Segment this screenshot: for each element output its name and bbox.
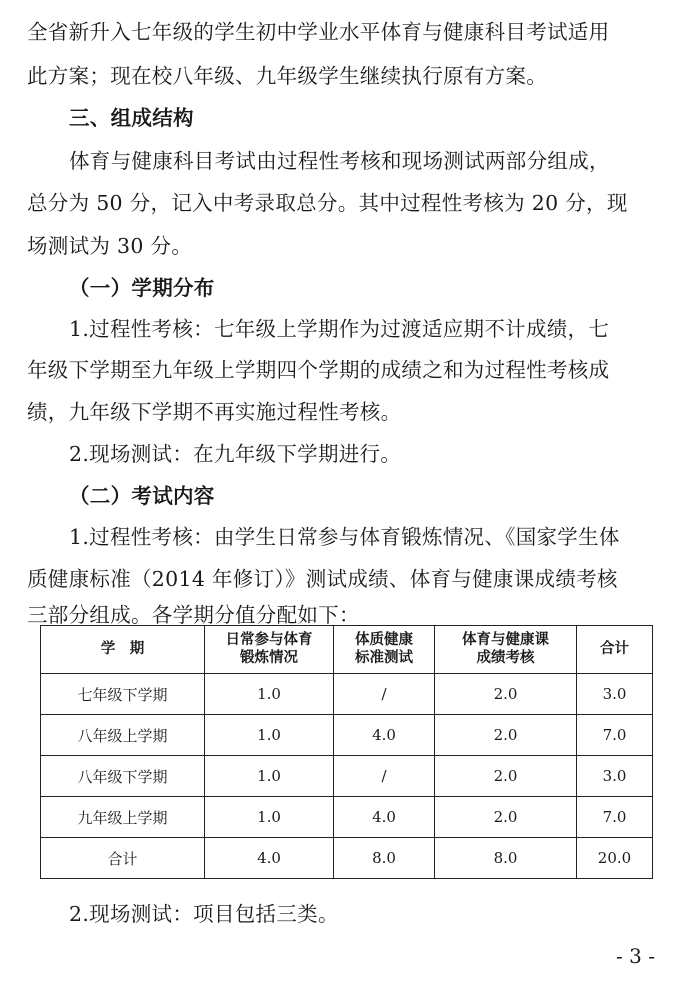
subsection-heading: （一）学期分布 (69, 276, 215, 300)
table-cell: 3.0 (577, 756, 653, 797)
table-cell: 2.0 (435, 797, 577, 838)
table-cell: 1.0 (205, 797, 334, 838)
header-total: 合计 (577, 626, 653, 674)
table-cell: 七年级下学期 (41, 674, 205, 715)
table-header-row (41, 626, 653, 674)
table-cell: 7.0 (577, 797, 653, 838)
paragraph-line: 2.现场测试：在九年级下学期进行。 (69, 442, 402, 466)
score-allocation-table (40, 625, 653, 879)
paragraph-line: 1.过程性考核：七年级上学期作为过渡适应期不计成绩，七 (69, 317, 610, 341)
section-heading: 三、组成结构 (69, 106, 194, 130)
table-cell: / (334, 674, 435, 715)
paragraph-line: 此方案；现在校八年级、九年级学生继续执行原有方案。 (27, 64, 547, 88)
table-cell: 4.0 (205, 838, 334, 879)
table-row (41, 797, 653, 838)
table-cell: 4.0 (334, 797, 435, 838)
table-cell: 8.0 (334, 838, 435, 879)
table-cell: 八年级上学期 (41, 715, 205, 756)
table-cell: 合计 (41, 838, 205, 879)
table-row (41, 715, 653, 756)
paragraph-line: 场测试为 30 分。 (27, 234, 193, 258)
table-cell: 3.0 (577, 674, 653, 715)
table-cell: 1.0 (205, 715, 334, 756)
table-cell: 八年级下学期 (41, 756, 205, 797)
paragraph-line: 绩，九年级下学期不再实施过程性考核。 (27, 400, 402, 424)
paragraph-line: 总分为 50 分，记入中考录取总分。其中过程性考核为 20 分，现 (27, 191, 628, 215)
table-cell: 8.0 (435, 838, 577, 879)
table-cell: 九年级上学期 (41, 797, 205, 838)
paragraph-line: 质健康标准（2014 年修订）》测试成绩、体育与健康课成绩考核 (27, 567, 618, 591)
paragraph-line: 1.过程性考核：由学生日常参与体育锻炼情况、《国家学生体 (69, 525, 620, 549)
table-cell: 4.0 (334, 715, 435, 756)
paragraph-line: 2.现场测试：项目包括三类。 (69, 902, 339, 926)
paragraph-line: 年级下学期至九年级上学期四个学期的成绩之和为过程性考核成 (27, 358, 610, 382)
table-cell: 2.0 (435, 715, 577, 756)
table-cell: 1.0 (205, 756, 334, 797)
table-total-row (41, 838, 653, 879)
table-row (41, 674, 653, 715)
paragraph-line: 体育与健康科目考试由过程性考核和现场测试两部分组成， (69, 149, 610, 173)
table-cell: 2.0 (435, 674, 577, 715)
header-semester: 学 期 (41, 626, 205, 674)
table-cell: 7.0 (577, 715, 653, 756)
table-cell: 1.0 (205, 674, 334, 715)
table-cell: / (334, 756, 435, 797)
table-cell: 2.0 (435, 756, 577, 797)
paragraph-line: 三部分组成。各学期分值分配如下： (27, 603, 360, 627)
header-pe-course: 体育与健康课 成绩考核 (435, 626, 577, 674)
header-daily-exercise: 日常参与体育 锻炼情况 (205, 626, 334, 674)
subsection-heading: （二）考试内容 (69, 484, 215, 508)
header-fitness-test: 体质健康 标准测试 (334, 626, 435, 674)
table-cell: 20.0 (577, 838, 653, 879)
table-row (41, 756, 653, 797)
page-number: - 3 - (616, 944, 655, 968)
paragraph-line: 全省新升入七年级的学生初中学业水平体育与健康科目考试适用 (27, 20, 610, 44)
